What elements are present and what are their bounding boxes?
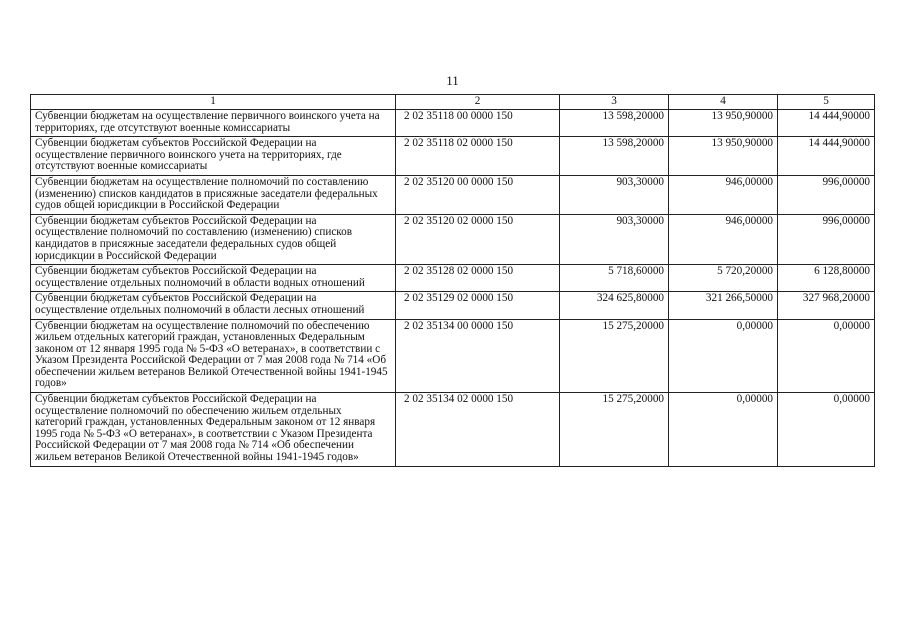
column-header: 4 (669, 95, 778, 110)
row-value-3-cell: 0,00000 (778, 319, 875, 393)
budget-table (30, 94, 875, 467)
row-code-cell: 2 02 35120 02 0000 150 (396, 214, 560, 264)
row-name-cell: Субвенции бюджетам на осуществление полномочий по обеспечению жильем отдельных категорий граждан, установленных Федеральным законом от 12 января 1995 года № 5-ФЗ «О ветеранах», в соответствии с Указом Президента Российской Федерации от 7 мая 2008 года № 714 «Об обеспечении жильем ветеранов Великой Отечественной войны 1941-1945 годов» (31, 319, 396, 393)
row-value-1-cell: 13 598,20000 (560, 137, 669, 176)
row-name-cell: Субвенции бюджетам субъектов Российской Федерации на осуществление отдельных полномочий в области водных отношений (31, 265, 396, 292)
row-value-1-cell: 903,30000 (560, 214, 669, 264)
row-code-cell: 2 02 35118 00 0000 150 (396, 110, 560, 137)
row-code-cell: 2 02 35118 02 0000 150 (396, 137, 560, 176)
row-code-cell: 2 02 35129 02 0000 150 (396, 292, 560, 319)
row-value-1-cell: 15 275,20000 (560, 319, 669, 393)
table-row (31, 265, 875, 292)
row-value-2-cell: 0,00000 (669, 393, 778, 467)
row-name-cell: Субвенции бюджетам на осуществление полномочий по составлению (изменению) списков кандидатов в присяжные заседатели федеральных судов общей юрисдикции в Российской Федерации (31, 175, 396, 214)
table-row (31, 319, 875, 393)
row-value-1-cell: 5 718,60000 (560, 265, 669, 292)
table-row (31, 292, 875, 319)
row-value-1-cell: 324 625,80000 (560, 292, 669, 319)
row-value-3-cell: 0,00000 (778, 393, 875, 467)
table-row (31, 175, 875, 214)
row-name-cell: Субвенции бюджетам на осуществление первичного воинского учета на территориях, где отсутствуют военные комиссариаты (31, 110, 396, 137)
table-row (31, 137, 875, 176)
row-code-cell: 2 02 35128 02 0000 150 (396, 265, 560, 292)
row-value-2-cell: 321 266,50000 (669, 292, 778, 319)
table-row (31, 393, 875, 467)
row-value-3-cell: 996,00000 (778, 214, 875, 264)
row-name-cell: Субвенции бюджетам субъектов Российской Федерации на осуществление полномочий по обеспечению жильем отдельных категорий граждан, установленных Федеральным законом от 12 января 1995 года № 5-ФЗ «О ветеранах», в соответствии с Указом Президента Российской Федерации от 7 мая 2008 года № 714 «Об обеспечении жильем ветеранов Великой Отечественной войны 1941-1945 годов» (31, 393, 396, 467)
row-value-2-cell: 13 950,90000 (669, 137, 778, 176)
row-code-cell: 2 02 35134 02 0000 150 (396, 393, 560, 467)
row-value-2-cell: 13 950,90000 (669, 110, 778, 137)
table-header-row (31, 95, 875, 110)
row-name-cell: Субвенции бюджетам субъектов Российской Федерации на осуществление отдельных полномочий в области лесных отношений (31, 292, 396, 319)
row-value-3-cell: 327 968,20000 (778, 292, 875, 319)
row-code-cell: 2 02 35120 00 0000 150 (396, 175, 560, 214)
column-header: 2 (396, 95, 560, 110)
row-name-cell: Субвенции бюджетам субъектов Российской Федерации на осуществление полномочий по составлению (изменению) списков кандидатов в присяжные заседатели федеральных судов общей юрисдикции в Российской Федерации (31, 214, 396, 264)
page-number: 11 (446, 73, 459, 88)
row-value-3-cell: 14 444,90000 (778, 110, 875, 137)
row-value-1-cell: 903,30000 (560, 175, 669, 214)
row-name-cell: Субвенции бюджетам субъектов Российской Федерации на осуществление первичного воинского учета на территориях, где отсутствуют военные комиссариаты (31, 137, 396, 176)
column-header: 3 (560, 95, 669, 110)
column-header: 1 (31, 95, 396, 110)
column-header: 5 (778, 95, 875, 110)
row-value-1-cell: 13 598,20000 (560, 110, 669, 137)
row-value-3-cell: 14 444,90000 (778, 137, 875, 176)
row-value-3-cell: 996,00000 (778, 175, 875, 214)
row-value-2-cell: 946,00000 (669, 175, 778, 214)
row-value-2-cell: 0,00000 (669, 319, 778, 393)
row-value-2-cell: 946,00000 (669, 214, 778, 264)
table-row (31, 214, 875, 264)
row-value-2-cell: 5 720,20000 (669, 265, 778, 292)
row-value-1-cell: 15 275,20000 (560, 393, 669, 467)
row-value-3-cell: 6 128,80000 (778, 265, 875, 292)
row-code-cell: 2 02 35134 00 0000 150 (396, 319, 560, 393)
table-row (31, 110, 875, 137)
